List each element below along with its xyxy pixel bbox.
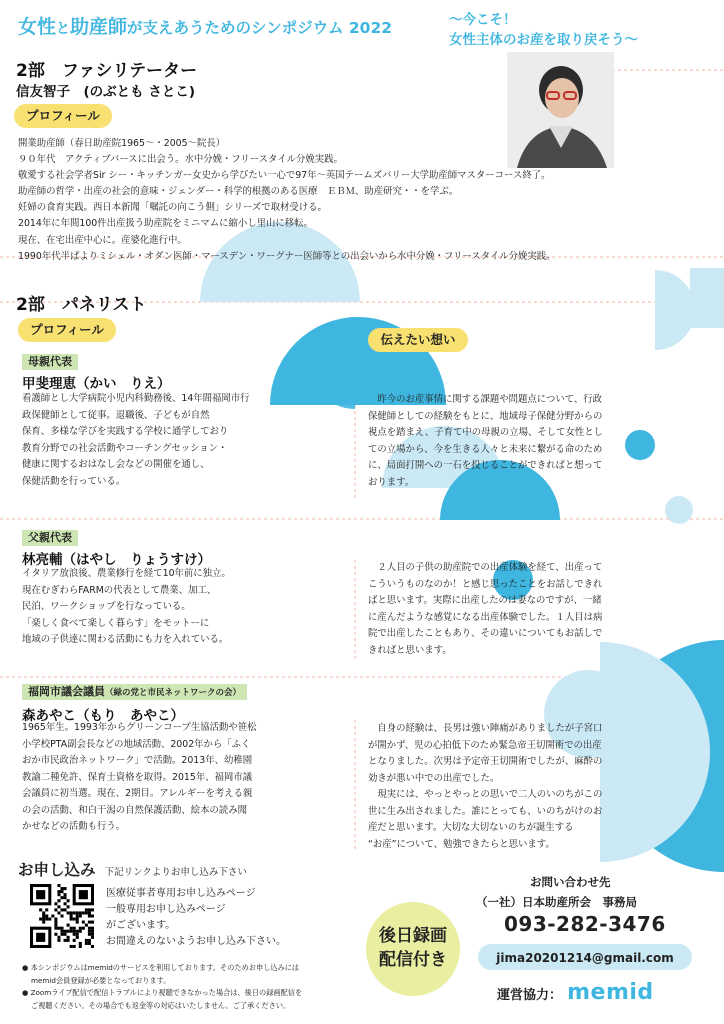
bullet-icon: ●: [22, 963, 31, 972]
application-text: 医療従事者専用お申し込みページ 一般専用お申し込みページ がございます。 お間違えのないようお申し込み下さい。: [106, 888, 286, 947]
contact-org: （一社）日本助産所会 事務局: [476, 895, 637, 909]
application-subtitle: 下記リンクよりお申し込み下さい: [104, 867, 247, 878]
facilitator-name: 信友智子 (のぶとも さとこ): [16, 84, 196, 100]
panelists-message-label: 伝えたい想い: [368, 328, 468, 352]
panelist-role-father: 父親代表: [22, 530, 78, 546]
application-header: [18, 858, 247, 880]
panelist-role-mother: 母親代表: [22, 354, 78, 370]
panelist-message-kai: 昨今のお産事情に関する課題や問題点について、行政 保健師としての経験をもとに、地域母子保健分野からの 視点を踏まえ、子育て中の母親の立場、そして女性とし ての立場から、今を生きる人々と未来に繋がる命のため に、局面打開への一石を投じることができればと想って おります。: [368, 394, 603, 488]
panelist-role-councillor: 福岡市議会議員（緑の党と市民ネットワークの会）: [22, 684, 247, 700]
memid-logo: memid: [567, 980, 654, 1005]
contact-label: お問い合わせ先: [530, 875, 611, 889]
symposium-title: 女性と助産師が支えあうためのシンポジウム 2022: [18, 16, 393, 38]
panelist-message-hayashi: ２人目の子供の助産院での出産体験を経て、出産って こういうものなのか！と感じ思ったことをお話しできれ ばと思います。実際に出産したのは妻なのですが、一緒 に産んだような感覚になる出産体験でした。１人目は病 院で出産したこともあり、その違いについてもお話しで きればと思います。: [368, 562, 603, 656]
application-notes: ● 本シンポジウムはmemidのサービスを利用しております。そのためお申し込みには memid会員登録が必要となっております。 ● Zoomライブ配信で配信トラブルにより視聴できなかった場合は、後日の録画配信を ご視聴ください。その場合でも返金等の対応はいたしません。ご了承ください。: [22, 963, 303, 1010]
panelist-profile-hayashi: イタリア放浪後、農業修行を経て10年前に独立。 現在むぎわらFARMの代表として農業、加工、 民泊、ワークショップを行なっている。 「楽しく食べて楽しく暮らす」をモットーに 地域の子供達に関わる活動にも力を入れている。: [22, 568, 231, 645]
recording-badge: 後日録画 配信付き: [366, 902, 460, 996]
panelists-section-title: 2部 パネリスト: [16, 295, 147, 315]
facilitator-profile-label: プロフィール: [14, 104, 112, 128]
panelist-profile-mori: 1965年生。1993年からグリーンコープ生協活動や笹松 小学校PTA副会長などの地域活動、2002年から「ふく おか市民政治ネットワーク」で活動。2013年、幼稚園 教諭二種免許、保育士資格を取得。2015年、福岡市議 会議員に初当選。現在、2期目。アレルギーを考える親 の会の活動、和白干潟の自然保護活動、絵本の読み聞 かせなどの活動も行う。: [22, 722, 257, 832]
panelists-profile-label: プロフィール: [18, 318, 116, 342]
contact-phone[interactable]: 093-282-3476: [504, 912, 666, 936]
header: [18, 12, 392, 39]
qr-code[interactable]: [30, 884, 94, 948]
cooperation: 運営協力： memid: [497, 980, 654, 1005]
panelist-name-mori: 森あやこ（もり あやこ）: [22, 708, 184, 724]
facilitator-section-title: 2部 ファシリテーター: [16, 61, 198, 81]
facilitator-profile-text: 開業助産師（春日助産院1965〜・2005〜院長） ９０年代 アクティブバースに出会う。水中分娩・フリースタイル分娩実践。 敬愛する社会学者Sir シー・キッチンガー女史から学びたい一心で97年〜英国テームズバリー大学助産師マスターコース終了。 助産師の哲学・出産の社会的意味・ジェンダー・科学的根拠のある医療 ＥＢＭ、助産研究・・を学ぶ。 妊婦の食育実践。西日本新聞「嘱託の向こう側」シリーズで取材受ける。 2014年に年間100件出産扱う助産院をミニマムに縮小し里山に移転。 現在、在宅出産中心に。産婆化進行中。 1990年代半ばよりミシェル・オダン医師・マースデン・ワーグナー医師等との出会いから水中分娩・フリースタイル分娩実践。: [18, 138, 556, 262]
bullet-icon: ●: [22, 988, 31, 997]
panelist-name-hayashi: 林亮輔（はやし りょうすけ）: [22, 552, 211, 568]
panelist-name-kai: 甲斐理恵（かい りえ）: [22, 376, 171, 392]
panelist-message-mori: 自身の経験は、長男は強い陣痛がありましたが子宮口 が開かず、児の心拍低下のため緊急帝王切開術での出産 となりました。次男は予定帝王切開術でしたが、麻酔の 効きが悪い中での出産でした。 現実には、やっとやっとの思いで二人のいのちがこの 世に生み出されました。誰にとっても、いのちがけのお 産だと思います。大切な大切ないのちが誕生する “お産”について、勉強できたらと思います。: [368, 723, 603, 850]
contact-email[interactable]: jima20201214@gmail.com: [496, 951, 674, 965]
application-title: お申し込み: [18, 861, 96, 879]
contact-email-box[interactable]: [478, 944, 692, 970]
symposium-subtitle: 〜今こそ！ 女性主体のお産を取り戻そう〜: [449, 12, 638, 48]
panelist-profile-kai: 看護師とし大学病院小児内科勤務後、14年間福岡市行 政保健師として従事。退職後、子どもが自然 保育、多様な学びを実践する学校に通学しており 教育分野での社会活動やコーチングセッション・ 健康に関するおはなし会などの開催を通し、 保健活動を行っている。: [22, 393, 250, 487]
